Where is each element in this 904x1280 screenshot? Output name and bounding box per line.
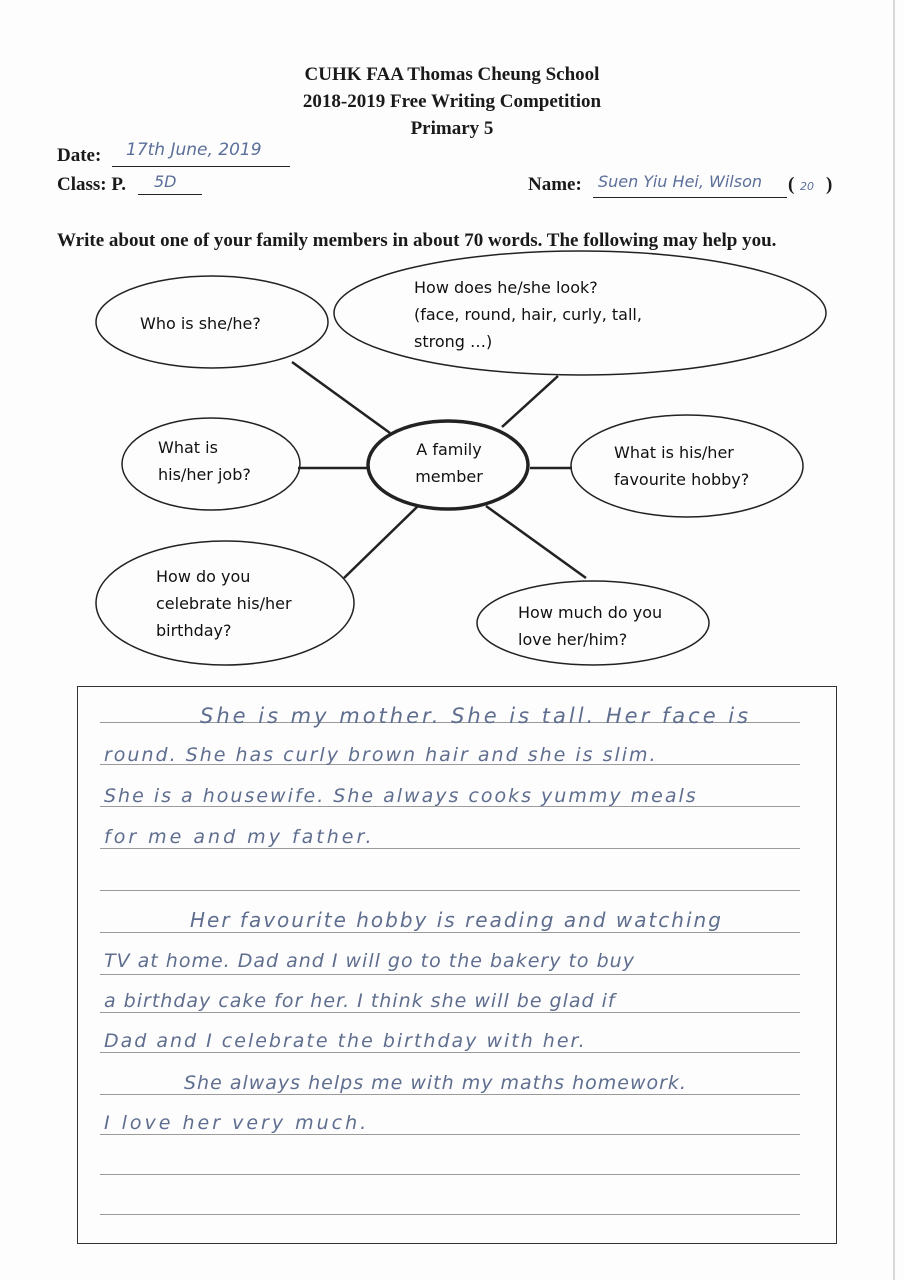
writing-instructions: Write about one of your family members in about 70 words. The following may help you. [57, 230, 777, 251]
bubble-love [518, 599, 662, 653]
center-node [414, 436, 484, 490]
essay-line-6: Her favourite hobby is reading and watching [190, 908, 723, 932]
ruled-line [100, 1174, 800, 1175]
name-value: Suen Yiu Hei, Wilson [598, 172, 762, 191]
ruled-line [100, 1094, 800, 1095]
grade-level: Primary 5 [410, 118, 494, 139]
ruled-line [100, 890, 800, 891]
ruled-line [100, 974, 800, 975]
date-value: 17th June, 2019 [126, 140, 262, 160]
essay-line-7: TV at home. Dad and I will go to the bakery to buy [104, 950, 635, 972]
ruled-line [100, 1052, 800, 1053]
competition-title: 2018-2019 Free Writing Competition [302, 91, 602, 112]
bubble-love-line-2: love her/him? [518, 630, 628, 649]
bubble-hobby [614, 439, 749, 493]
class-number-open: ( [788, 174, 795, 195]
class-number-close: ) [826, 174, 833, 195]
ruled-line [100, 1134, 800, 1135]
bubble-birthday-line-3: birthday? [156, 621, 232, 640]
essay-line-9: Dad and I celebrate the birthday with her. [104, 1030, 587, 1052]
bubble-birthday-line-2: celebrate his/her [156, 594, 292, 613]
bubble-look-line-2: (face, round, hair, curly, tall, [414, 305, 642, 324]
bubble-job [158, 434, 251, 488]
bubble-who-text: Who is she/he? [140, 314, 261, 333]
bubble-look [414, 274, 642, 355]
essay-line-8: a birthday cake for her. I think she will be glad if [104, 990, 616, 1012]
name-label: Name: [528, 174, 582, 195]
ruled-line [100, 932, 800, 933]
connector-love [486, 506, 586, 578]
center-node-line-2: member [415, 467, 483, 486]
bubble-hobby-line-1: What is his/her [614, 443, 734, 462]
center-node-line-1: A family [416, 440, 482, 459]
essay-line-2: round. She has curly brown hair and she is slim. [104, 744, 658, 766]
essay-line-10: She always helps me with my maths homework. [184, 1072, 687, 1094]
bubble-birthday [156, 563, 292, 644]
essay-line-4: for me and my father. [104, 826, 375, 848]
essay-line-3: She is a housewife. She always cooks yummy meals [104, 785, 698, 807]
bubble-job-line-1: What is [158, 438, 218, 457]
bubble-look-line-1: How does he/she look? [414, 278, 598, 297]
bubble-who [140, 310, 261, 337]
bubble-job-line-2: his/her job? [158, 465, 251, 484]
class-label: Class: P. [57, 174, 126, 195]
school-name: CUHK FAA Thomas Cheung School [304, 64, 600, 85]
ruled-line [100, 1012, 800, 1013]
class-number: 20 [800, 180, 814, 193]
ruled-line [100, 1214, 800, 1215]
date-label: Date: [57, 145, 102, 166]
bubble-hobby-line-2: favourite hobby? [614, 470, 750, 489]
class-value: 5D [154, 172, 177, 191]
ruled-line [100, 848, 800, 849]
connector-birthday [344, 506, 418, 578]
essay-line-11: I love her very much. [104, 1112, 370, 1134]
bubble-look-line-3: strong …) [414, 332, 493, 351]
bubble-love-line-1: How much do you [518, 603, 663, 622]
bubble-birthday-line-1: How do you [156, 567, 251, 586]
connector-look [502, 376, 558, 427]
connector-who [292, 362, 390, 433]
essay-line-1: She is my mother. She is tall. Her face is [200, 704, 752, 728]
